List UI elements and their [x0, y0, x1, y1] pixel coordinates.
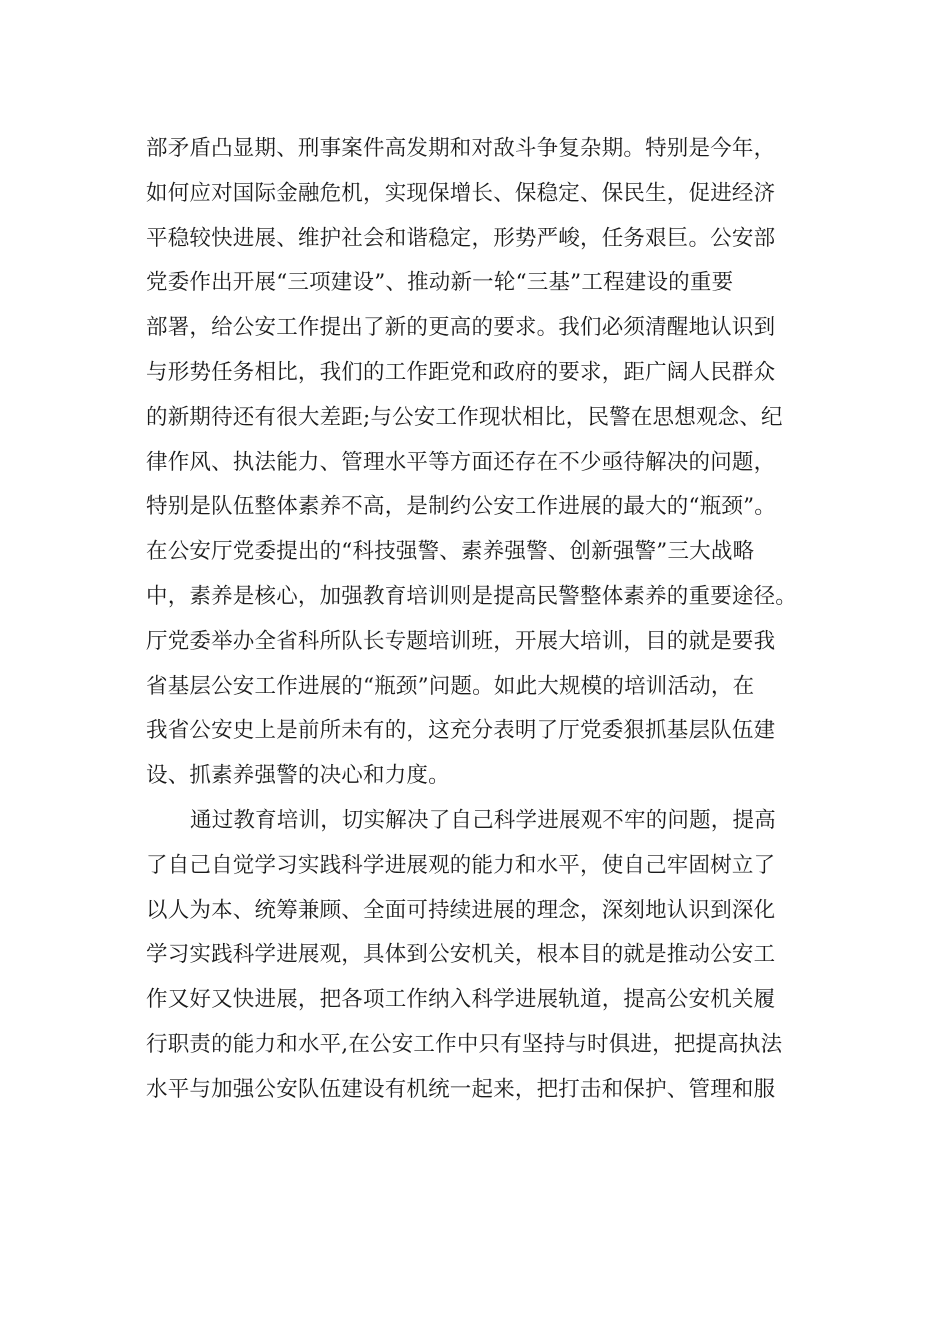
- text-line: 以人为本、统筹兼顾、全面可持续进展的理念，深刻地认识到深化: [146, 897, 776, 923]
- text-line: 与形势任务相比，我们的工作距党和政府的要求，距广阔人民群众: [146, 359, 776, 385]
- text-line: 党委作出开展“三项建设”、推动新一轮“三基”工程建设的重要: [146, 270, 734, 296]
- text-line: 省基层公安工作进展的“瓶颈”问题。如此大规模的培训活动，在: [146, 673, 755, 699]
- text-line: 特别是队伍整体素养不高，是制约公安工作进展的最大的“瓶颈”。: [146, 494, 776, 520]
- text-line: 水平与加强公安队伍建设有机统一起来，把打击和保护、管理和服: [146, 1076, 776, 1102]
- paragraph-first-line: 通过教育培训，切实解决了自己科学进展观不牢的问题，提高: [190, 807, 776, 833]
- text-line: 设、抓素养强警的决心和力度。: [146, 763, 450, 789]
- text-line: 中，素养是核心，加强教育培训则是提高民警整体素养的重要途径。: [146, 583, 798, 609]
- text-line: 学习实践科学进展观，具体到公安机关，根本目的就是推动公安工: [146, 942, 776, 968]
- text-line: 如何应对国际金融危机，实现保增长、保稳定、保民生，促进经济: [146, 180, 776, 206]
- text-line: 平稳较快进展、维护社会和谐稳定，形势严峻，任务艰巨。公安部: [146, 225, 776, 251]
- text-line: 我省公安史上是前所未有的，这充分表明了厅党委狠抓基层队伍建: [146, 718, 776, 744]
- text-line: 律作风、执法能力、管理水平等方面还存在不少亟待解决的问题，: [146, 449, 776, 475]
- text-line: 厅党委举办全省科所队长专题培训班，开展大培训，目的就是要我: [146, 628, 776, 654]
- text-line: 行职责的能力和水平,在公安工作中只有坚持与时俱进，把提高执法: [146, 1031, 783, 1057]
- text-line: 部矛盾凸显期、刑事案件高发期和对敌斗争复杂期。特别是今年，: [146, 136, 776, 161]
- text-line: 了自己自觉学习实践科学进展观的能力和水平，使自己牢固树立了: [146, 852, 776, 878]
- text-line: 在公安厅党委提出的“科技强警、素养强警、创新强警”三大战略: [146, 539, 755, 565]
- text-line: 的新期待还有很大差距;与公安工作现状相比，民警在思想观念、纪: [146, 404, 783, 430]
- text-line: 作又好又快进展，把各项工作纳入科学进展轨道，提高公安机关履: [146, 987, 776, 1013]
- text-line: 部署，给公安工作提出了新的更高的要求。我们必须清醒地认识到: [146, 315, 776, 341]
- body-text: [146, 127, 826, 1113]
